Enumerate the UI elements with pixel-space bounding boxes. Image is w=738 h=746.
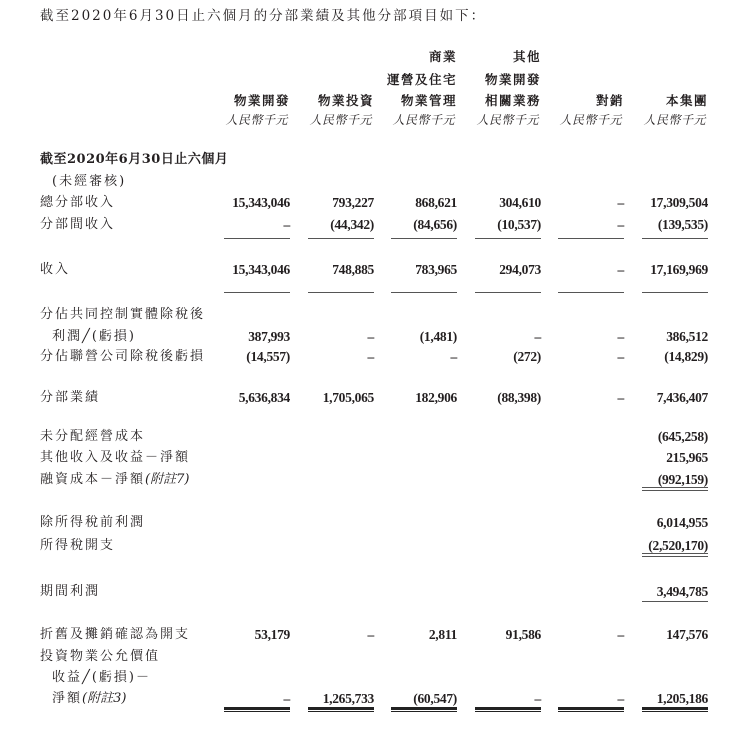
column-unit: 人民幣千元: [309, 113, 372, 127]
underline-rule: [558, 292, 624, 293]
note-reference: (附註7): [145, 472, 190, 487]
row-label-text: 分佔共同控制實體除稅後: [40, 307, 206, 322]
cell-value: –: [617, 627, 624, 642]
underline-rule: [642, 238, 708, 239]
underline-rule: [224, 238, 290, 239]
underline-rule: [308, 238, 374, 239]
row-label: [40, 584, 100, 600]
cell-value: –: [283, 217, 290, 232]
cell-value: –: [617, 262, 624, 277]
row-label: [40, 627, 190, 643]
cell-value: 1,265,733: [322, 691, 374, 706]
section-title: 截至2020年6月30日止六個月的分部業績及其他分部項目如下：: [40, 8, 487, 24]
cell-value: 6,014,955: [656, 515, 708, 530]
column-header: 物業開發: [484, 72, 541, 87]
underline-rule: [642, 553, 708, 557]
cell-value: –: [367, 349, 374, 364]
cell-value: –: [617, 195, 624, 210]
row-label-text: 融資成本－淨額: [40, 472, 146, 487]
underline-rule: [391, 292, 457, 293]
cell-value: 748,885: [332, 262, 374, 277]
row-label-text: 淨額: [52, 691, 83, 706]
row-label: [40, 217, 115, 233]
row-label-text: 折舊及攤銷確認為開支: [40, 627, 191, 642]
cell-value: (84,656): [413, 217, 457, 232]
cell-value: 182,906: [415, 390, 457, 405]
row-label: [52, 174, 126, 190]
column-unit: 人民幣千元: [559, 113, 622, 127]
cell-value: 783,965: [415, 262, 457, 277]
column-header: 其他: [512, 49, 541, 64]
row-label-text: 除所得稅前利潤: [40, 515, 146, 530]
row-label: [40, 390, 100, 406]
underline-rule: [642, 601, 708, 602]
row-label: [52, 691, 126, 707]
row-label: [52, 670, 151, 686]
row-label-text: 收入: [40, 262, 71, 277]
underline-rule: [475, 707, 541, 712]
cell-value: –: [367, 329, 374, 344]
cell-value: (992,159): [657, 472, 708, 487]
row-label: [40, 152, 228, 168]
column-header: 運營及住宅: [386, 72, 457, 87]
row-label-text: 總分部收入: [40, 195, 116, 210]
cell-value: –: [617, 390, 624, 405]
cell-value: (2,520,170): [648, 538, 708, 553]
cell-value: –: [283, 691, 290, 706]
column-unit: 人民幣千元: [225, 113, 288, 127]
underline-rule: [308, 292, 374, 293]
cell-value: 15,343,046: [232, 195, 290, 210]
column-header: 物業投資: [317, 93, 374, 108]
row-label-text: 利潤╱(虧損): [52, 329, 136, 344]
column-header: 商業: [428, 49, 457, 64]
column-unit: 人民幣千元: [392, 113, 455, 127]
cell-value: 1,205,186: [656, 691, 708, 706]
cell-value: –: [534, 329, 541, 344]
row-label: [40, 429, 145, 445]
cell-value: 215,965: [666, 450, 708, 465]
underline-rule: [475, 238, 541, 239]
column-header: 本集團: [665, 93, 708, 108]
underline-rule: [558, 707, 624, 712]
cell-value: 294,073: [499, 262, 541, 277]
cell-value: 91,586: [505, 627, 541, 642]
cell-value: –: [617, 691, 624, 706]
row-label-text: 分部業績: [40, 390, 101, 405]
cell-value: –: [534, 691, 541, 706]
cell-value: 1,705,065: [322, 390, 374, 405]
row-label-text: 投資物業公允價值: [40, 649, 161, 664]
cell-value: 5,636,834: [238, 390, 290, 405]
row-label-text: 所得稅開支: [40, 538, 116, 553]
row-label: [52, 329, 136, 345]
cell-value: –: [617, 329, 624, 344]
row-label: [40, 538, 115, 554]
cell-value: (645,258): [657, 429, 708, 444]
underline-rule: [391, 707, 457, 712]
cell-value: 387,993: [248, 329, 290, 344]
note-reference: (附註3): [82, 691, 127, 706]
underline-rule: [642, 707, 708, 712]
column-header: 對銷: [595, 93, 624, 108]
cell-value: (272): [513, 349, 541, 364]
row-label: [40, 649, 160, 665]
underline-rule: [642, 487, 708, 491]
cell-value: –: [617, 349, 624, 364]
row-label-text: 截至2020年6月30日止六個月: [40, 152, 229, 167]
row-label-text: 期間利潤: [40, 584, 101, 599]
cell-value: 793,227: [332, 195, 374, 210]
column-unit: 人民幣千元: [476, 113, 539, 127]
row-label-text: 收益╱(虧損)－: [52, 670, 151, 685]
column-header: 相關業務: [484, 93, 541, 108]
row-label-text: 其他收入及收益－淨額: [40, 450, 191, 465]
underline-rule: [224, 292, 290, 293]
column-header: 物業管理: [400, 93, 457, 108]
cell-value: (1,481): [419, 329, 457, 344]
cell-value: –: [617, 217, 624, 232]
cell-value: 17,169,969: [650, 262, 708, 277]
row-label: [40, 262, 70, 278]
row-label: [40, 515, 145, 531]
cell-value: (44,342): [330, 217, 374, 232]
cell-value: –: [367, 627, 374, 642]
cell-value: 53,179: [254, 627, 290, 642]
cell-value: (10,537): [497, 217, 541, 232]
column-header: 物業開發: [233, 93, 290, 108]
underline-rule: [642, 292, 708, 293]
cell-value: –: [450, 349, 457, 364]
underline-rule: [391, 238, 457, 239]
cell-value: 2,811: [428, 627, 457, 642]
cell-value: (139,535): [657, 217, 708, 232]
cell-value: 147,576: [666, 627, 708, 642]
row-label: [40, 307, 205, 323]
underline-rule: [475, 292, 541, 293]
row-label: [40, 195, 115, 211]
cell-value: (88,398): [497, 390, 541, 405]
cell-value: 17,309,504: [650, 195, 708, 210]
cell-value: (14,557): [246, 349, 290, 364]
underline-rule: [308, 707, 374, 712]
row-label-text: 未分配經營成本: [40, 429, 146, 444]
row-label-text: 分佔聯營公司除稅後虧損: [40, 349, 206, 364]
row-label: [40, 450, 190, 466]
cell-value: 868,621: [415, 195, 457, 210]
underline-rule: [558, 238, 624, 239]
cell-value: 7,436,407: [656, 390, 708, 405]
column-unit: 人民幣千元: [643, 113, 706, 127]
cell-value: 15,343,046: [232, 262, 290, 277]
cell-value: 304,610: [499, 195, 541, 210]
row-label-text: 分部間收入: [40, 217, 116, 232]
cell-value: 3,494,785: [656, 584, 708, 599]
underline-rule: [224, 707, 290, 712]
row-label-text: (未經審核): [52, 174, 127, 189]
cell-value: 386,512: [666, 329, 708, 344]
cell-value: (60,547): [413, 691, 457, 706]
cell-value: (14,829): [664, 349, 708, 364]
row-label: [40, 472, 189, 488]
row-label: [40, 349, 205, 365]
